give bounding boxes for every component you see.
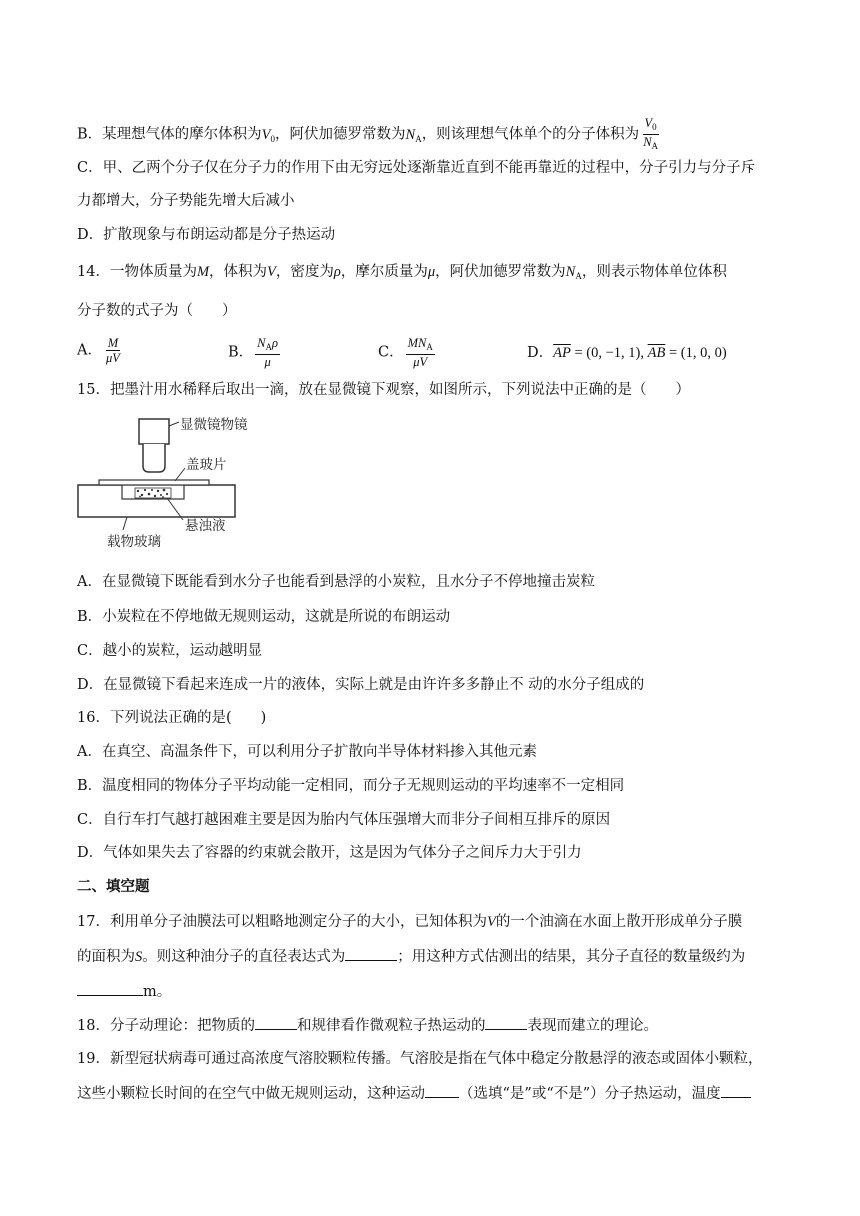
density-symbol: ρ	[333, 264, 341, 280]
q15-option-c: C．越小的炭粒，运动越明显	[77, 643, 263, 659]
volume-symbol: V	[267, 264, 276, 280]
q19-line2: 这些小颗粒长时间的在空气中做无规则运动，这种运动 （选填“是”或“不是”）分子热运动，温度	[77, 1083, 751, 1104]
slide-pointer	[123, 517, 127, 530]
q13-b-text1: B．某理想气体的摩尔体积为	[77, 126, 262, 143]
cover-pointer	[175, 468, 185, 481]
label-suspension: 悬浊液	[185, 518, 226, 534]
q17-blank-diameter[interactable]	[345, 946, 397, 961]
q13-option-c-line1: C．甲、乙两个分子仅在分子力的作用下由无穷远处逐渐靠近直到不能再靠近的过程中，分子引力与分子斥	[77, 160, 756, 176]
cover-glass	[99, 480, 209, 485]
q16-option-a: A．在真空、高温条件下，可以利用分子扩散向半导体材料掺入其他元素	[77, 744, 537, 760]
q15-stem: 15．把墨汁用水稀释后取出一滴，放在显微镜下观察，如图所示，下列说法中正确的是（ ）	[77, 382, 690, 398]
q18-blank-2[interactable]	[485, 1015, 527, 1030]
q16-option-b: B．温度相同的物体分子平均动能一定相同，而分子无规则运动的平均速率不一定相同	[77, 778, 625, 794]
q15-option-d: D．在显微镜下看起来连成一片的液体，实际上就是由许许多多静止不 动的水分子组成的	[77, 677, 645, 693]
microscope-diagram	[75, 412, 275, 557]
molar-mass-symbol: μ	[427, 264, 436, 280]
q18-line: 18．分子动理论：把物质的 和规律看作微观粒子热运动的 表现而建立的理论。	[77, 1015, 658, 1036]
q13-b-text3: ，则该理想气体单个的分子体积为	[421, 126, 640, 143]
q14-option-c: C． $\frac{MN_A}{\mu V}$	[378, 336, 433, 369]
q18-blank-1[interactable]	[255, 1015, 297, 1030]
q14-a-fraction: $\frac{M}{\mu V}$	[105, 336, 120, 365]
q17-line1: 17．利用单分子油膜法可以粗略地测定分子的大小，已知体积为V的一个油滴在水面上散开形成单分子膜	[77, 914, 743, 930]
q17-area-symbol: S	[135, 949, 143, 965]
q15-option-b: B．小炭粒在不停地做无规则运动，这就是所说的布朗运动	[77, 609, 451, 625]
q17-line2: 的面积为S。则这种油分子的直径表达式为 ；用这种方式估测出的结果，其分子直径的数量级约为	[77, 946, 745, 967]
q19-blank-2[interactable]	[721, 1083, 751, 1098]
q16-option-d: D．气体如果失去了容器的约束就会散开，这是因为气体分子之间斥力大于引力	[77, 845, 582, 861]
label-cover-glass: 盖玻片	[186, 457, 227, 473]
q17-blank-magnitude[interactable]	[77, 981, 143, 996]
v0-over-na-fraction: $\frac{V_0}{N_A}$	[643, 116, 659, 151]
q14-option-d: D．$\overline{AP} = (0$, −1, 1), $\overline{AB} = (1$, 0, 0)	[527, 345, 727, 361]
na-symbol: $N_A$	[405, 126, 422, 144]
q14-option-a: A． $\frac{M}{\mu V}$	[77, 336, 120, 365]
q14-option-b: B． $\frac{N_A\rho}{\mu}$	[228, 336, 278, 369]
vector-ab: $\overline{AB}$	[647, 345, 666, 361]
q16-stem: 16．下列说法正确的是( )	[77, 710, 267, 726]
label-objective: 显微镜物镜	[180, 417, 248, 433]
objective-lens-body	[139, 419, 169, 444]
q19-blank-1[interactable]	[425, 1083, 459, 1098]
q19-line1: 19．新型冠状病毒可通过高浓度气溶胶颗粒传播。气溶胶是指在气体中稳定分散悬浮的液态或固体小颗粒，	[77, 1051, 763, 1067]
q13-b-text2: ，阿伏加德罗常数为	[275, 126, 406, 143]
q14-stem-line2: 分子数的式子为（ ）	[77, 303, 237, 319]
q17-volume-symbol: V	[486, 914, 496, 930]
microscope-figure	[75, 412, 275, 557]
mass-symbol: M	[196, 264, 210, 280]
q13-option-d: D．扩散现象与布朗运动都是分子热运动	[77, 227, 336, 243]
q16-option-c: C．自行车打气越打越困难主要是因为胎内气体压强增大而非分子间相互排斥的原因	[77, 812, 611, 828]
q14-c-fraction: $\frac{MN_A}{\mu V}$	[407, 336, 433, 369]
label-slide-glass: 载物玻璃	[107, 534, 161, 550]
q17-line3: m。	[77, 981, 171, 1002]
objective-lens-tip	[143, 444, 165, 472]
vector-ap: $\overline{AP}$	[553, 345, 571, 361]
objective-pointer	[169, 422, 179, 426]
q15-option-a: A．在显微镜下既能看到水分子也能看到悬浮的小炭粒，且水分子不停地撞击炭粒	[77, 574, 595, 590]
q13-option-c-line2: 力都增大，分子势能先增大后减小	[77, 193, 295, 209]
q14-stem-line1: 14．一物体质量为M，体积为V，密度为ρ，摩尔质量为μ，阿伏加德罗常数为$N_A$，则表示物体单位体积	[77, 264, 727, 281]
section-heading-fill-in: 二、填空题	[77, 878, 150, 895]
v0-symbol: $V_0$	[261, 126, 276, 144]
q13-option-b	[77, 116, 662, 153]
q14-b-fraction: $\frac{N_A\rho}{\mu}$	[257, 336, 278, 369]
avogadro-symbol: $N_A$	[565, 264, 582, 281]
